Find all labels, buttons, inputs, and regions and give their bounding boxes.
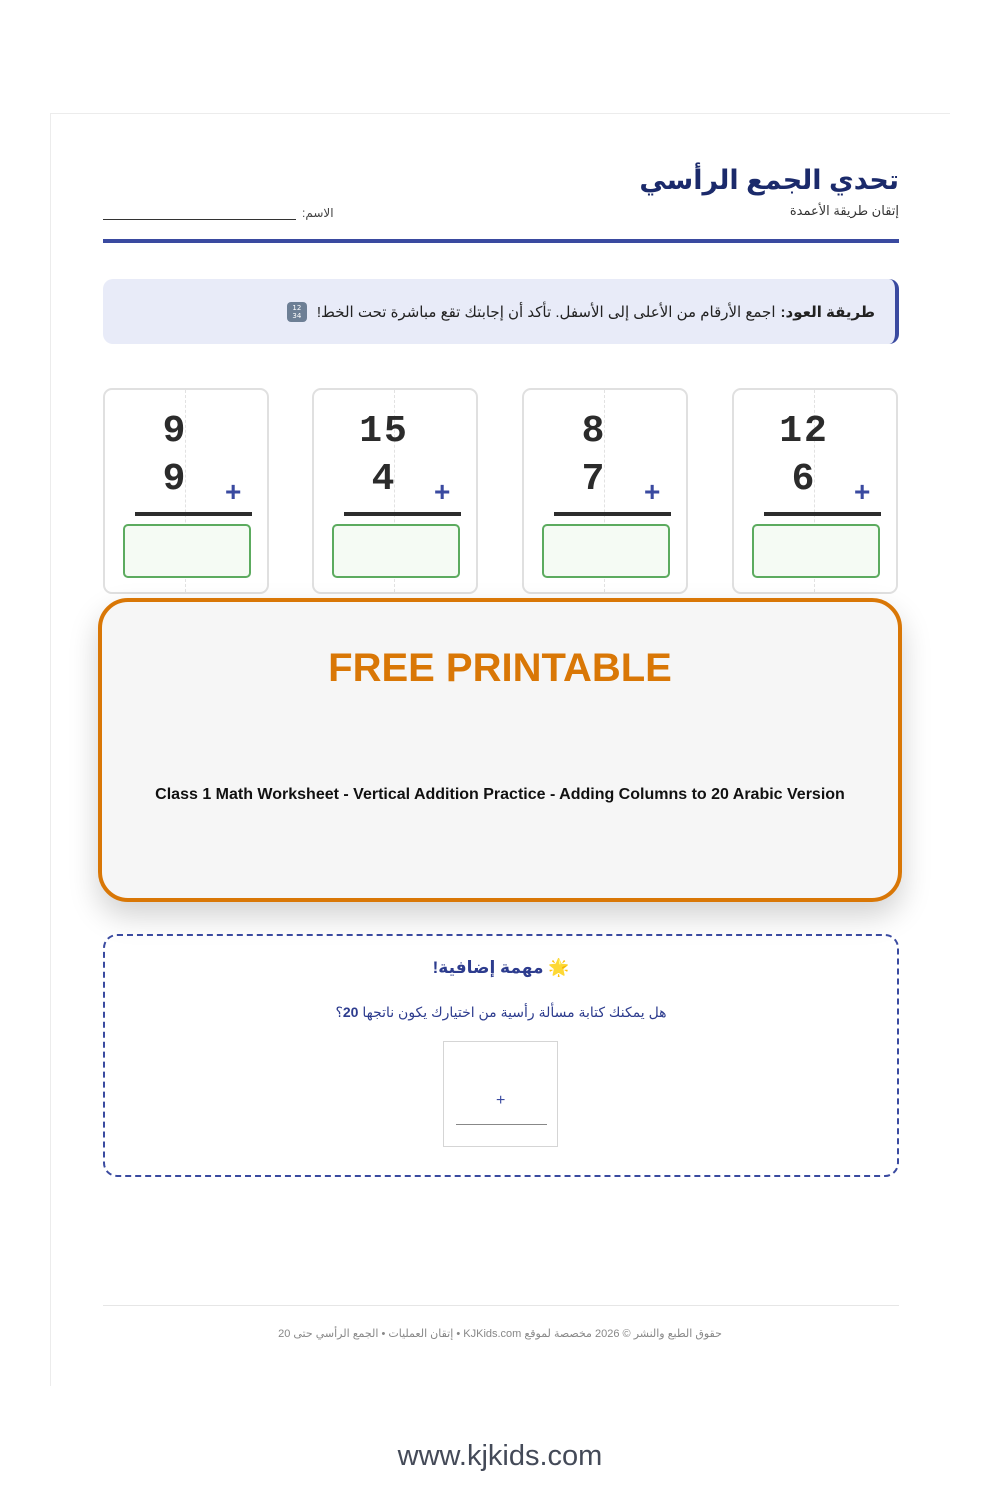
addend-top: 12 — [779, 410, 829, 453]
addend-top: 9 — [162, 410, 188, 453]
addend-bottom: 4 — [371, 458, 397, 501]
name-field — [103, 205, 334, 220]
bonus-title — [105, 958, 897, 978]
worksheet-header — [103, 160, 899, 244]
bonus-title-text: مهمة إضافية! — [432, 958, 544, 977]
addend-bottom: 9 — [162, 458, 188, 501]
input-numbers-icon: 12 34 — [287, 302, 307, 322]
sum-line — [344, 512, 461, 516]
answer-box[interactable] — [542, 524, 670, 578]
star-icon: 🌟 — [548, 958, 570, 977]
answer-box[interactable] — [332, 524, 460, 578]
plus-icon: + — [496, 1092, 506, 1109]
problems-grid — [103, 388, 899, 595]
sum-line — [554, 512, 671, 516]
answer-box[interactable] — [123, 524, 251, 578]
instruction-text: اجمع الأرقام من الأعلى إلى الأسفل. تأكد أن إجابتك تقع مباشرة تحت الخط! — [316, 303, 776, 321]
footer-divider — [103, 1305, 899, 1306]
sum-line — [764, 512, 881, 516]
name-input-line[interactable] — [103, 205, 296, 220]
problem-card — [103, 388, 269, 594]
sum-line — [456, 1124, 547, 1125]
page-title: تحدي الجمع الرأسي — [639, 165, 899, 195]
addend-top: 15 — [359, 410, 409, 453]
footer-copyright: حقوق الطبع والنشر © 2026 مخصصة لموقع KJKids.com • إتقان العمليات • الجمع الرأسي حتى 20 — [278, 1328, 722, 1340]
bonus-answer-box[interactable] — [443, 1041, 558, 1147]
bonus-question-text: هل يمكنك كتابة مسألة رأسية من اختيارك يكون ناتجها — [362, 1004, 667, 1020]
site-url: www.kjkids.com — [397, 1440, 603, 1472]
answer-box[interactable] — [752, 524, 880, 578]
banner-description: Class 1 Math Worksheet - Vertical Addition Practice - Adding Columns to 20 Arabic Version — [155, 786, 845, 803]
problem-card — [522, 388, 688, 594]
header-divider — [103, 239, 899, 243]
bonus-task-box — [103, 934, 899, 1177]
banner-title: FREE PRINTABLE — [328, 646, 672, 690]
instruction-label: طريقة العود: — [780, 303, 875, 321]
problem-card — [732, 388, 898, 594]
plus-icon: + — [854, 476, 871, 507]
plus-icon: + — [644, 476, 661, 507]
instruction-box — [103, 279, 899, 344]
free-printable-banner — [98, 598, 902, 902]
addend-bottom: 7 — [581, 458, 607, 501]
sum-line — [135, 512, 252, 516]
problem-card — [312, 388, 478, 594]
bonus-question: هل يمكنك كتابة مسألة رأسية من اختيارك يكون ناتجها 20؟ — [335, 1004, 667, 1020]
bonus-target: 20 — [342, 1004, 359, 1020]
addend-bottom: 6 — [791, 458, 817, 501]
addend-top: 8 — [581, 410, 607, 453]
name-label: الاسم: — [302, 206, 334, 220]
page-subtitle: إتقان طريقة الأعمدة — [789, 203, 899, 218]
plus-icon: + — [434, 476, 451, 507]
plus-icon: + — [225, 476, 242, 507]
